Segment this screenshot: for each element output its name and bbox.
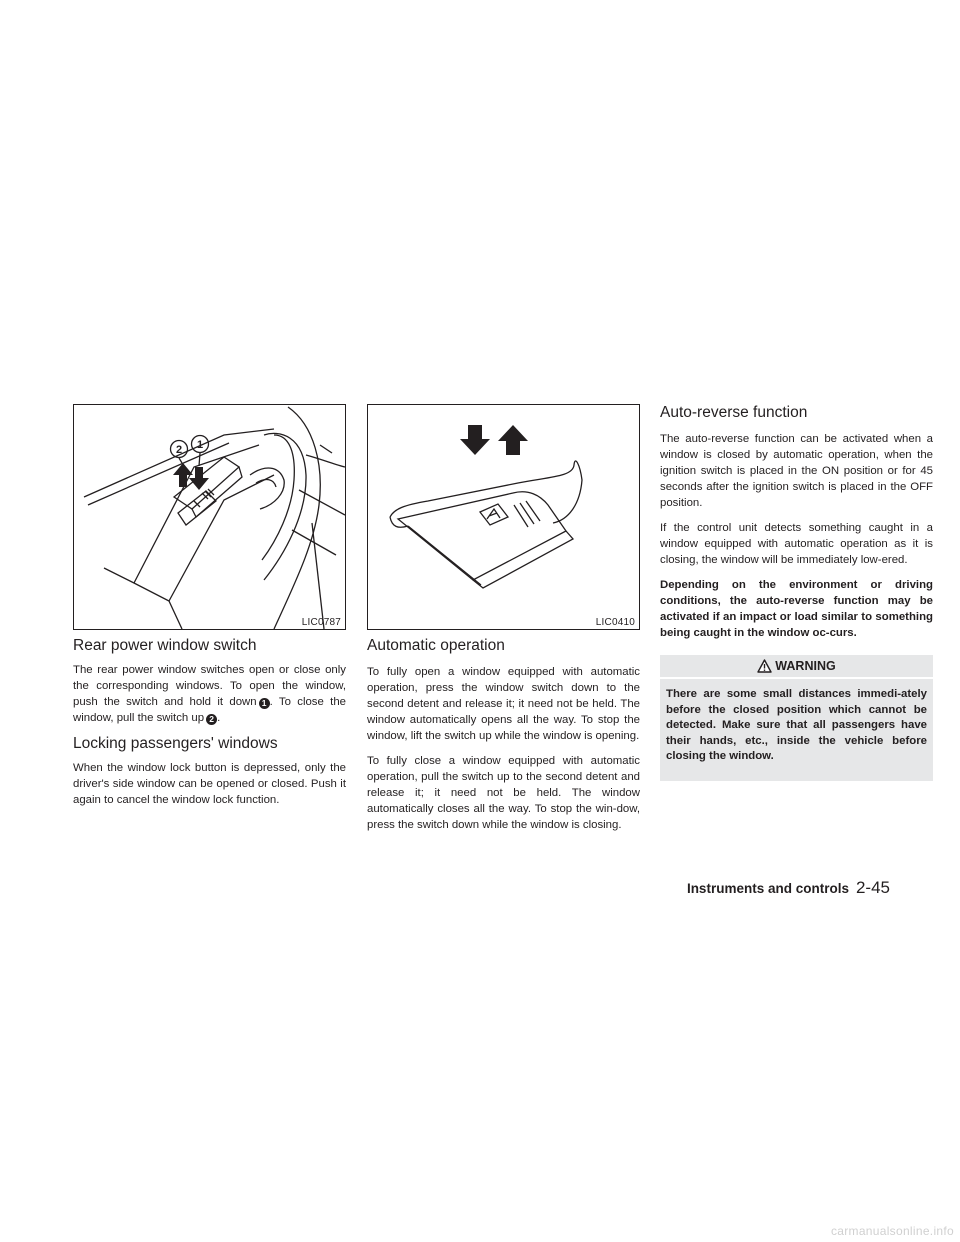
warning-text: There are some small distances immedi-ately before the closed position which cannot be detected. Make sure that all passengers have their hands, etc., inside the vehicle before closing the window. (666, 688, 927, 762)
right-column (660, 404, 933, 781)
figure-code: LIC0410 (595, 617, 635, 628)
para-text-a: The rear power window switches open or close only the corresponding windows. To open the window, push the switch and hold it down (73, 664, 346, 708)
warning-triangle-icon (757, 659, 772, 673)
watermark: carmanualsonline.info (830, 1224, 954, 1238)
automatic-open-paragraph: To fully open a window equipped with automatic operation, press the window switch down to the second detent and release it; it need not be held. The window automatically opens all the way. To stop the window, lift the switch up while the window is opening. (367, 666, 640, 742)
callout-1-icon: 1 (259, 698, 270, 709)
warning-header (660, 655, 933, 679)
section-heading-rear-switch: Rear power window switch (73, 637, 257, 654)
para-text-c: . (217, 712, 221, 724)
middle-column (367, 404, 640, 833)
callout-2-icon: 2 (206, 714, 217, 725)
auto-switch-illustration (368, 405, 639, 629)
rear-window-switch-figure (73, 404, 346, 630)
locking-paragraph: When the window lock button is depressed, only the driver's side window can be opened or closed. Push it again to cancel the window lock function. (73, 762, 346, 806)
rear-switch-paragraph (73, 662, 346, 726)
callout-1-label: 1 (196, 439, 204, 451)
para-text-b: . To close the window, pull the switch up (73, 696, 346, 724)
page-footer (600, 878, 890, 898)
section-heading-automatic: Automatic operation (367, 637, 505, 654)
section-heading-auto-reverse: Auto-reverse function (660, 404, 808, 421)
auto-reverse-note: Depending on the environment or driving conditions, the auto-reverse function may be activated if an impact or load similar to something being caught in the window oc-curs. (660, 579, 933, 639)
rear-door-switch-illustration (74, 405, 345, 629)
automatic-operation-figure (367, 404, 640, 630)
auto-reverse-paragraph-2: If the control unit detects something caught in a window equipped with automatic operation as it is closing, the window will be immediately low-ered. (660, 522, 933, 566)
warning-box (660, 655, 933, 781)
automatic-close-paragraph: To fully close a window equipped with automatic operation, pull the switch up to the second detent and release it; it need not be held. The window automatically closes all the way. To stop the win-dow, press the switch down while the window is closing. (367, 755, 640, 831)
section-heading-locking: Locking passengers' windows (73, 735, 278, 752)
page-number: 2-45 (855, 878, 890, 897)
figure-code: LIC0787 (301, 617, 341, 628)
footer-section-title: Instruments and controls (686, 881, 849, 896)
warning-title: WARNING (775, 659, 836, 673)
callout-2-label: 2 (175, 444, 183, 456)
auto-reverse-paragraph-1: The auto-reverse function can be activated when a window is closed by automatic operation, when the ignition switch is placed in the ON position or for 45 seconds after the ignition switch is placed in the OFF position. (660, 433, 933, 509)
left-column (73, 404, 346, 808)
